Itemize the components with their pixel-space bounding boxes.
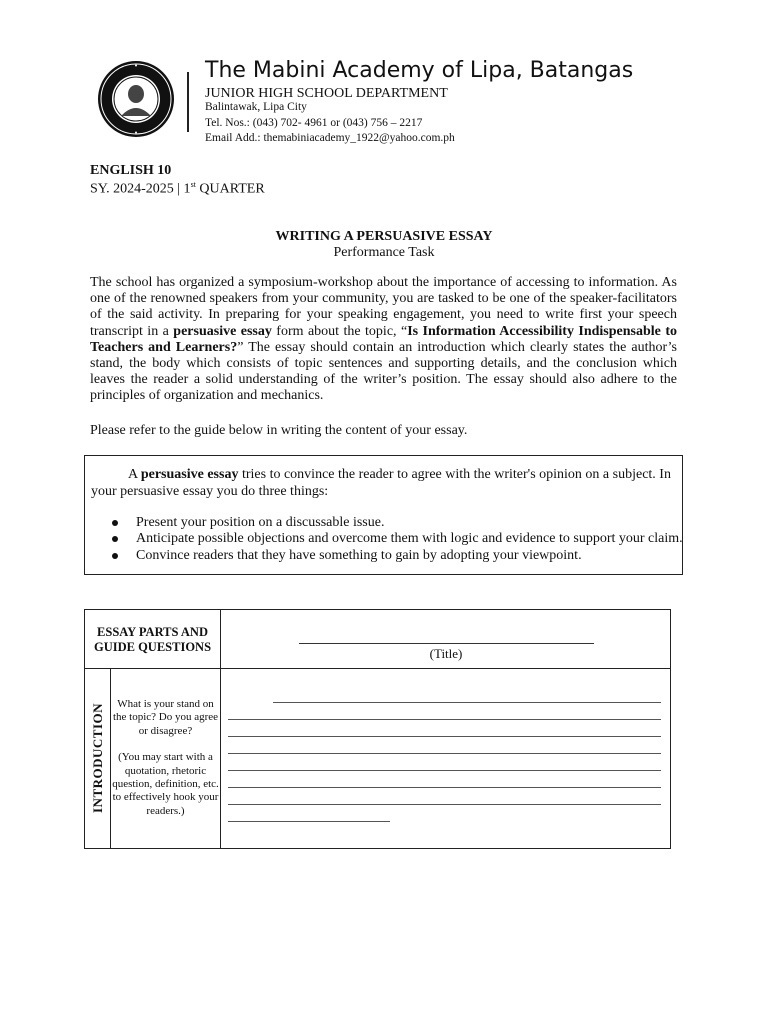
task-subtitle: Performance Task	[333, 245, 435, 260]
instructions-text-1: The school has organized a symposium-workshop about the importance of accessing to information. As one of the renowned speakers from your community, you are tasked to be one of the speaker-facilitators of the said activity. In preparing for your speaking engagement, you need to write first your speech transcript in a	[90, 275, 677, 339]
introduction-guide-questions	[112, 698, 219, 818]
essay-topic: Is Information Accessibility Indispensable to Teachers and Learners?	[90, 323, 677, 355]
persuasive-essay-guide-box	[84, 455, 683, 575]
school-seal-logo	[97, 60, 175, 138]
sy-suffix: QUARTER	[195, 181, 265, 197]
writing-line[interactable]	[228, 787, 661, 788]
guide-list-item	[107, 531, 683, 547]
guide-intro-a: A	[128, 467, 141, 482]
writing-line[interactable]	[228, 753, 661, 754]
instructions-text-3: ” The essay should contain an introduction which clearly states the author’s stand, the body which consists of topic sentences and supporting details, and the conclusion which leaves the reader a solid understanding of the writer’s position. The essay should also adhere to the principles of organization and mechanics.	[90, 339, 677, 404]
bullet-icon	[112, 553, 118, 559]
writing-line[interactable]	[273, 702, 661, 703]
instructions-paragraph	[90, 275, 677, 405]
writing-line[interactable]	[228, 736, 661, 737]
guide-intro	[91, 466, 676, 500]
guide-intro-b: tries to convince the reader to agree with the writer's opinion on a subject. In your persuasive essay you do three things:	[91, 467, 671, 499]
guide-question-stand: What is your stand on the topic? Do you agree or disagree?	[112, 698, 219, 737]
table-row-divider	[85, 668, 670, 669]
school-address: Balintawak, Lipa City	[205, 101, 307, 113]
writing-line[interactable]	[228, 770, 661, 771]
table-section-divider	[110, 668, 111, 848]
guide-list	[107, 515, 683, 564]
guide-item-text: Present your position on a discussable issue.	[136, 515, 385, 530]
guide-item-text: Convince readers that they have something to gain by adopting your viewpoint.	[136, 547, 582, 563]
writing-line[interactable]	[228, 719, 661, 720]
title-caption: (Title)	[429, 646, 463, 661]
essay-parts-header: ESSAY PARTS AND GUIDE QUESTIONS	[93, 625, 212, 654]
title-blank-line[interactable]	[299, 643, 594, 644]
refer-guide-note: Please refer to the guide below in writing the content of your essay.	[90, 423, 468, 438]
department-name: JUNIOR HIGH SCHOOL DEPARTMENT	[205, 86, 448, 101]
school-telephone: Tel. Nos.: (043) 702- 4961 or (043) 756 – 2217	[205, 117, 423, 129]
bullet-icon	[112, 520, 118, 526]
instructions-bold-1: persuasive essay	[173, 323, 272, 339]
bullet-icon	[112, 536, 118, 542]
header-divider	[187, 72, 189, 132]
guide-item-text: Anticipate possible objections and overcome them with logic and evidence to support your claim.	[136, 531, 683, 547]
subject-label: ENGLISH 10	[90, 163, 172, 178]
guide-list-item	[107, 548, 683, 564]
instructions-text-2: form about the topic, “	[271, 323, 408, 339]
writing-line[interactable]	[228, 804, 661, 805]
guide-list-item	[107, 515, 683, 531]
sy-ordinal: st	[190, 180, 196, 189]
sy-prefix: SY. 2024-2025 | 1	[90, 181, 191, 197]
school-email: Email Add.: themabiniacademy_1922@yahoo.com.ph	[205, 132, 455, 144]
guide-intro-bold: persuasive essay	[140, 467, 239, 482]
introduction-section-label: INTRODUCTION	[90, 702, 105, 814]
school-name: The Mabini Academy of Lipa, Batangas	[205, 58, 634, 83]
school-year-quarter	[90, 180, 265, 198]
guide-question-hook: (You may start with a quotation, rhetoric question, definition, etc. to effectively hook your readers.)	[112, 751, 219, 817]
task-title: WRITING A PERSUASIVE ESSAY	[275, 229, 493, 244]
essay-outline-table	[84, 609, 671, 849]
writing-line[interactable]	[228, 821, 390, 822]
